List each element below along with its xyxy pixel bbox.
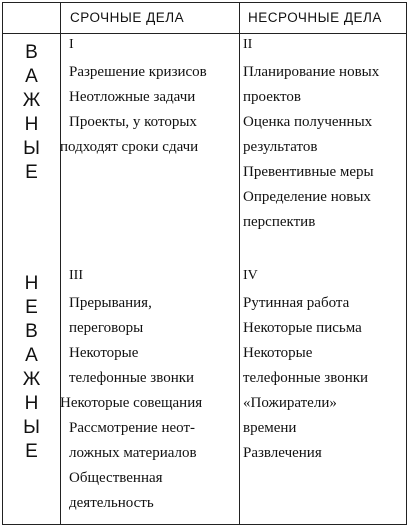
quadrant-line: перспектив: [243, 214, 316, 230]
quadrant-line: Некоторые письма: [243, 320, 362, 336]
quadrant-urgent-not-important: [60, 267, 203, 516]
quadrant-line: ложных материалов: [69, 445, 197, 461]
row-label-letter: Н: [24, 273, 39, 294]
row-label-letter: Е: [25, 162, 38, 183]
row-label-letter: Е: [25, 441, 38, 462]
quadrant-line: Некоторые: [243, 345, 313, 361]
quadrant-urgent-important: [60, 36, 207, 160]
quadrant-line: Прерывания,: [69, 295, 152, 311]
quadrant-number: IV: [243, 268, 258, 283]
header-divider: [3, 33, 406, 34]
header-urgent: СРОЧНЫЕ ДЕЛА: [70, 10, 185, 25]
quadrant-number: I: [69, 37, 74, 52]
row-label-letter: Н: [24, 114, 39, 135]
quadrant-line: Общественная: [69, 470, 163, 486]
row-label-letter: Ж: [22, 369, 41, 390]
row-label-letter: Ы: [23, 417, 40, 438]
quadrant-line: Рутинная работа: [243, 295, 350, 311]
row-label-letter: В: [25, 321, 38, 342]
column-divider-1: [60, 3, 61, 524]
quadrant-line: телефонные звонки: [243, 370, 369, 386]
quadrant-line: Разрешение кризисов: [69, 64, 207, 80]
quadrant-line: подходят сроки сдачи: [60, 139, 199, 155]
quadrant-line: «Пожиратели»: [243, 395, 337, 411]
quadrant-line: времени: [243, 420, 297, 436]
quadrant-line: Рассмотрение неот-: [69, 420, 196, 436]
quadrant-number: II: [243, 37, 253, 52]
quadrant-line: Определение новых: [243, 189, 371, 205]
quadrant-not-urgent-important: [243, 36, 379, 235]
quadrant-line: Некоторые: [69, 345, 139, 361]
row-label-letter: В: [25, 42, 38, 63]
quadrant-line: Некоторые совещания: [60, 395, 203, 411]
header-not-urgent: НЕСРОЧНЫЕ ДЕЛА: [248, 10, 382, 25]
quadrant-line: переговоры: [69, 320, 144, 336]
quadrant-not-urgent-not-important: [243, 267, 368, 466]
quadrant-line: Проекты, у которых: [69, 114, 197, 130]
quadrant-line: телефонные звонки: [69, 370, 195, 386]
quadrant-line: Оценка полученных: [243, 114, 373, 130]
row-label-letter: Н: [24, 393, 39, 414]
column-divider-2: [239, 3, 240, 524]
row-label-letter: А: [25, 345, 38, 366]
eisenhower-matrix-table: [2, 2, 407, 525]
row-label-letter: Е: [25, 297, 38, 318]
row-label-important: [3, 41, 60, 185]
quadrant-line: Превентивные меры: [243, 164, 374, 180]
quadrant-line: результатов: [243, 139, 318, 155]
quadrant-line: Планирование новых: [243, 64, 380, 80]
quadrant-line: Развлечения: [243, 445, 322, 461]
row-label-letter: Ы: [23, 138, 40, 159]
row-label-not-important: [3, 272, 60, 464]
row-label-letter: А: [25, 66, 38, 87]
quadrant-line: Неотложные задачи: [69, 89, 196, 105]
quadrant-number: III: [69, 268, 83, 283]
row-label-letter: Ж: [22, 90, 41, 111]
quadrant-line: проектов: [243, 89, 301, 105]
quadrant-line: деятельность: [69, 495, 154, 511]
